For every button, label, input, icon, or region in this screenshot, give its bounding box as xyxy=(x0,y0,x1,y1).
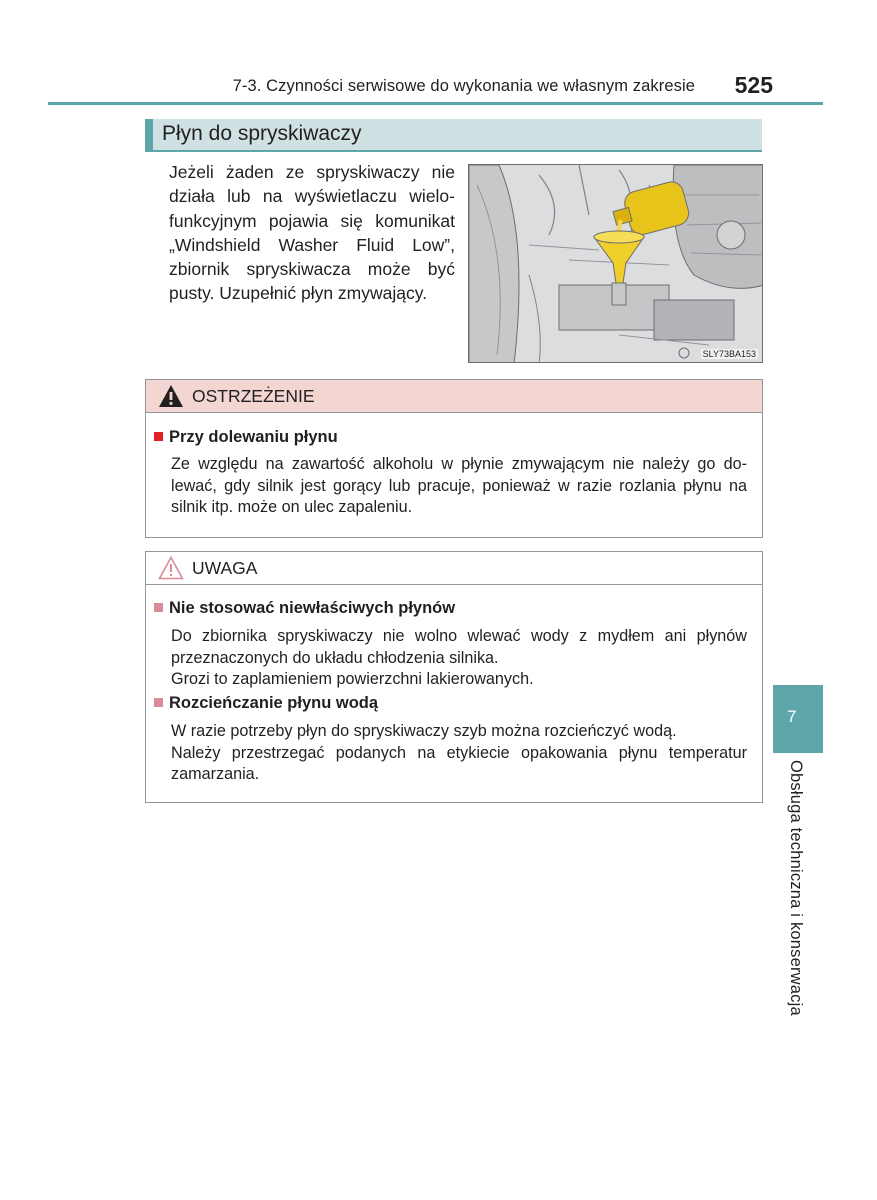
warning-header xyxy=(146,380,762,413)
note-item-title xyxy=(154,694,378,713)
section-title-accent xyxy=(145,119,153,150)
intro-line: funkcyjnym pojawia się komunikat xyxy=(169,210,455,231)
engine-bay-fluid-pour-illustration xyxy=(469,165,763,363)
intro-line: działa lub na wyświetlaczu wielo- xyxy=(169,186,455,207)
running-header: 7-3. Czynności serwisowe do wykonania we własnym zakresie xyxy=(232,77,695,95)
warning-label: OSTRZEŻENIE xyxy=(192,386,315,406)
note-item-title-text: Rozcieńczanie płynu wodą xyxy=(169,694,379,712)
intro-line: zbiornik spryskiwacza może być xyxy=(169,259,455,280)
warning-item-body xyxy=(171,454,747,519)
note-bullet xyxy=(154,698,163,707)
note-line: zamarzania. xyxy=(171,765,260,783)
note-line: Należy przestrzegać podanych na etykiecie opakowania płynu temperatur xyxy=(171,743,747,762)
warning-line: silnik itp. może on ulec zapaleniu. xyxy=(171,498,413,516)
warning-box xyxy=(145,379,763,538)
section-title: Płyn do spryskiwaczy xyxy=(162,122,362,145)
intro-paragraph xyxy=(169,160,455,306)
note-line: Do zbiornika spryskiwaczy nie wolno wlewać wody z mydłem ani płynów xyxy=(171,627,747,645)
note-bullet xyxy=(154,603,163,612)
page-number: 525 xyxy=(734,72,773,98)
warning-item-title-text: Przy dolewaniu płynu xyxy=(169,428,338,446)
note-header xyxy=(146,552,762,585)
note-item-title xyxy=(154,599,455,618)
note-line: przeznaczonych do układu chłodzenia silnika. xyxy=(171,648,499,667)
figure-code: SLY73BA153 xyxy=(702,349,756,359)
warning-line: Ze względu na zawartość alkoholu w płynie zmywającym nie należy go do- xyxy=(171,455,747,473)
intro-line: pusty. Uzupełnić płyn zmywający. xyxy=(169,283,428,304)
intro-line: Jeżeli żaden ze spryskiwaczy nie xyxy=(169,162,455,182)
note-item-body xyxy=(171,626,747,691)
intro-line: „Windshield Washer Fluid Low”, xyxy=(169,234,455,255)
warning-bullet xyxy=(154,432,163,441)
engine-bay-figure xyxy=(468,164,763,363)
caution-triangle-icon xyxy=(158,556,184,580)
warning-triangle-icon xyxy=(158,384,184,408)
chapter-title: Obsługa techniczna i konserwacja xyxy=(787,760,805,1016)
header-rule xyxy=(48,102,823,105)
chapter-number: 7 xyxy=(787,707,797,726)
warning-line: lewać, gdy silnik jest gorący lub pracuje, ponieważ w razie rozlania płynu na xyxy=(171,476,747,495)
warning-item-title xyxy=(154,428,338,447)
note-item-body xyxy=(171,721,747,786)
note-line: Grozi to zaplamieniem powierzchni lakierowanych. xyxy=(171,670,534,688)
chapter-tab[interactable] xyxy=(773,685,823,753)
note-box xyxy=(145,551,763,803)
note-item-title-text: Nie stosować niewłaściwych płynów xyxy=(169,599,456,617)
section-title-bar xyxy=(145,119,762,152)
note-line: W razie potrzeby płyn do spryskiwaczy szyb można rozcieńczyć wodą. xyxy=(171,722,677,740)
note-label: UWAGA xyxy=(192,558,258,578)
